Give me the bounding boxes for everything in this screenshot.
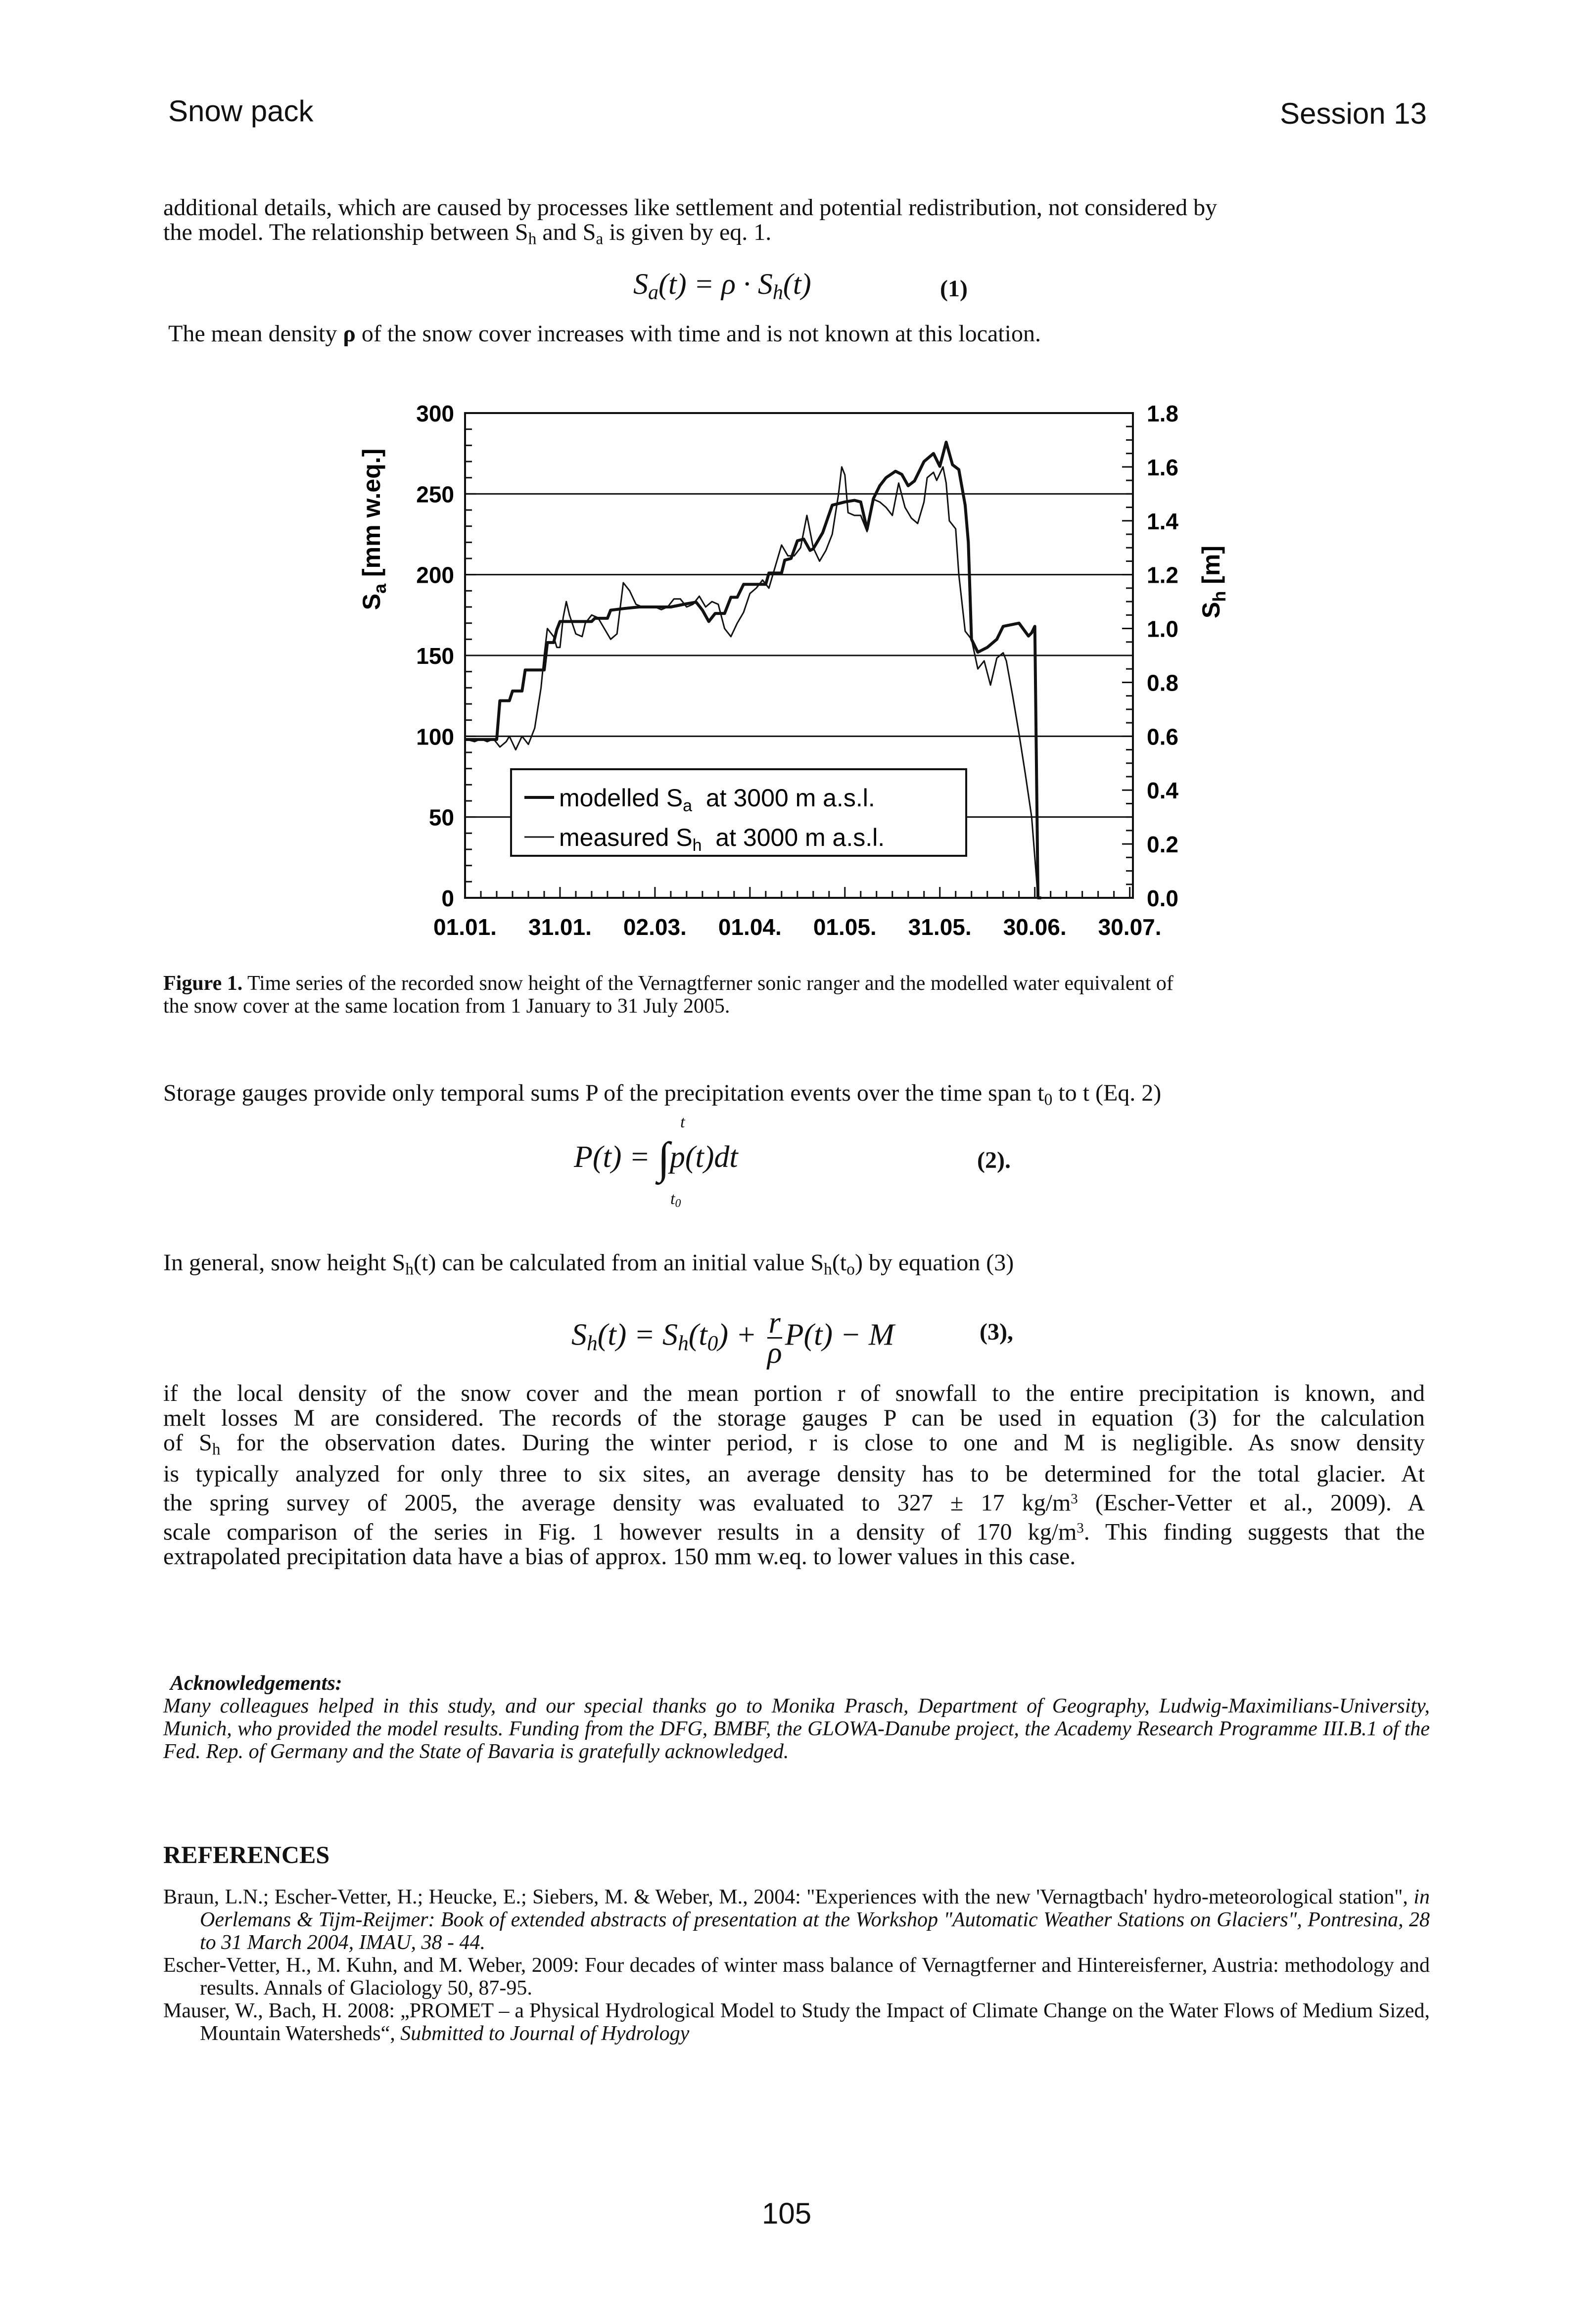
intro-line-1: additional details, which are caused by processes like settlement and potential redistribution, not considered by (163, 194, 1218, 221)
x-tick-label: 30.07. (1098, 914, 1162, 940)
chart-legend (511, 769, 966, 856)
acknowledgements (163, 1672, 1430, 1763)
references-list (163, 1886, 1430, 2045)
legend-label-measured: measured $S_h$ at 3000 m a.s.l. (559, 824, 885, 855)
main-paragraph: if the local density of the snow cover and the mean portion r of snowfall to the entire precipitation is known, and melt losses M are considered. The records of the storage gauges P can be used in equation (3) for the calculation of $S_h$ for the observation dates. During the winter period, r is close to one and M is negligible. As snow density is typically analyzed for only three to six sites, an average density has to be determined for the total glacier. At the spring survey of 2005, the average density was evaluated to 327 ± 17 $kg/m^3$ (Escher-Vetter et al., 2009). A scale comparison of the series in Fig. 1 however results in a density of 170 $kg/m^3$. This finding suggests that the extrapolated precipitation data have a bias of approx. 150 mm w.eq. to lower values in this case. (163, 1380, 1425, 1570)
equation-2-number: (2). (977, 1147, 1011, 1173)
right-tick-label: 1.4 (1147, 508, 1178, 534)
left-tick-label: 50 (428, 804, 454, 831)
legend-label-modelled: modelled $S_a$ at 3000 m a.s.l. (559, 784, 875, 815)
left-tick-label: 250 (416, 481, 454, 508)
running-header-right: Session 13 (1280, 97, 1427, 130)
acknowledgements-title: Acknowledgements: (170, 1672, 342, 1695)
reference-item: Mauser, W., Bach, H. 2008: „PROMET – a Physical Hydrological Model to Study the Impact of Climate Change on the Water Flows of Medium Sized, Mountain Watersheds“, Submitted to Journal of Hydrology (163, 1999, 1430, 2045)
left-tick-label: 100 (416, 724, 454, 750)
right-tick-label: 0.4 (1147, 778, 1178, 804)
x-tick-label: 31.01. (528, 914, 592, 940)
left-axis-ticks (416, 401, 476, 911)
left-tick-label: 150 (416, 643, 454, 669)
reference-item: Braun, L.N.; Escher-Vetter, H.; Heucke, E.; Siebers, M. & Weber, M., 2004: "Experiences with the new 'Vernagtbach' hydro-meteorological station", in Oerlemans & Tijm-Reijmer: Book of extended abstracts of presentation at the Workshop "Automatic Weather Stations on Glaciers", Pontresina, 28 to 31 March 2004, IMAU, 38 - 44. (163, 1886, 1430, 1954)
right-tick-label: 1.6 (1147, 454, 1178, 480)
x-tick-label: 31.05. (908, 914, 972, 940)
page-number: 105 (762, 2197, 812, 2230)
reference-item: Escher-Vetter, H., M. Kuhn, and M. Weber, 2009: Four decades of winter mass balance of Vernagtferner and Hintereisferner, Austria: methodology and results. Annals of Glaciology 50, 87-95. (163, 1954, 1430, 1999)
equation-3: $S_h(t) = S_h(t_0)$ + $\frac{r}{\rho}$ P(t) − M (571, 1306, 894, 1370)
equation-2-upper-limit: t (680, 1113, 685, 1131)
right-tick-label: 1.0 (1147, 616, 1178, 642)
left-tick-label: 300 (416, 401, 454, 426)
figure-1-chart (322, 386, 1311, 970)
left-tick-label: 200 (416, 562, 454, 588)
x-tick-label: 01.04. (718, 914, 782, 940)
density-sentence: The mean density ρ of the snow cover increases with time and is not known at this location. (168, 321, 1041, 347)
x-tick-label: 02.03. (623, 914, 687, 940)
x-tick-label: 01.05. (813, 914, 877, 940)
intro-line-2: the model. The relationship between $S_h$ and $S_a$ is given by eq. 1. (163, 219, 772, 248)
equation-2: P(t) = ∫p(t)dt (574, 1134, 738, 1183)
x-tick-label: 30.06. (1003, 914, 1067, 940)
intro-paragraph (163, 195, 1425, 251)
figure-label: Figure 1. (163, 972, 243, 995)
left-tick-label: 0 (441, 885, 454, 911)
acknowledgements-text: Many colleagues helped in this study, and our special thanks go to Monika Prasch, Department of Geography, Ludwig-Maximilians-University, Munich, who provided the model results. Funding from the DFG, BMBF, the GLOWA-Danube project, the Academy Research Programme III.B.1 of the Fed. Rep. of Germany and the State of Bavaria is gratefully acknowledged. (163, 1695, 1430, 1763)
right-tick-label: 0.8 (1147, 670, 1178, 696)
left-axis-label: $S_a$ [mm w.eq.] (358, 448, 390, 610)
x-axis-ticks (433, 887, 1162, 940)
general-sentence: In general, snow height $S_h(t)$ can be calculated from an initial value $S_h(t_o)$ by equation (3) (163, 1250, 1014, 1279)
equation-2-lower-limit: $t_0$ (670, 1190, 681, 1210)
storage-sentence: Storage gauges provide only temporal sums P of the precipitation events over the time span $t_0$ to t (Eq. 2) (163, 1080, 1162, 1109)
right-tick-label: 0.2 (1147, 832, 1178, 858)
right-axis-ticks (1122, 401, 1178, 911)
running-header-left: Snow pack (168, 94, 314, 128)
right-tick-label: 1.8 (1147, 401, 1178, 426)
right-axis-label: $S_h$ [m] (1197, 545, 1229, 618)
equation-1-number: (1) (940, 276, 968, 302)
right-tick-label: 0.0 (1147, 885, 1178, 911)
equation-3-number: (3), (980, 1319, 1013, 1345)
references-title: REFERENCES (163, 1841, 330, 1868)
equation-1: $S_a(t) = \rho \cdot S_h(t)$ (633, 268, 811, 304)
x-tick-label: 01.01. (433, 914, 497, 940)
right-tick-label: 1.2 (1147, 562, 1178, 588)
figure-caption: Figure 1. Time series of the recorded snow height of the Vernagtferner sonic ranger and the modelled water equivalent of the snow cover at the same location from 1 January to 31 July 2005. (163, 972, 1173, 1018)
right-tick-label: 0.6 (1147, 724, 1178, 750)
